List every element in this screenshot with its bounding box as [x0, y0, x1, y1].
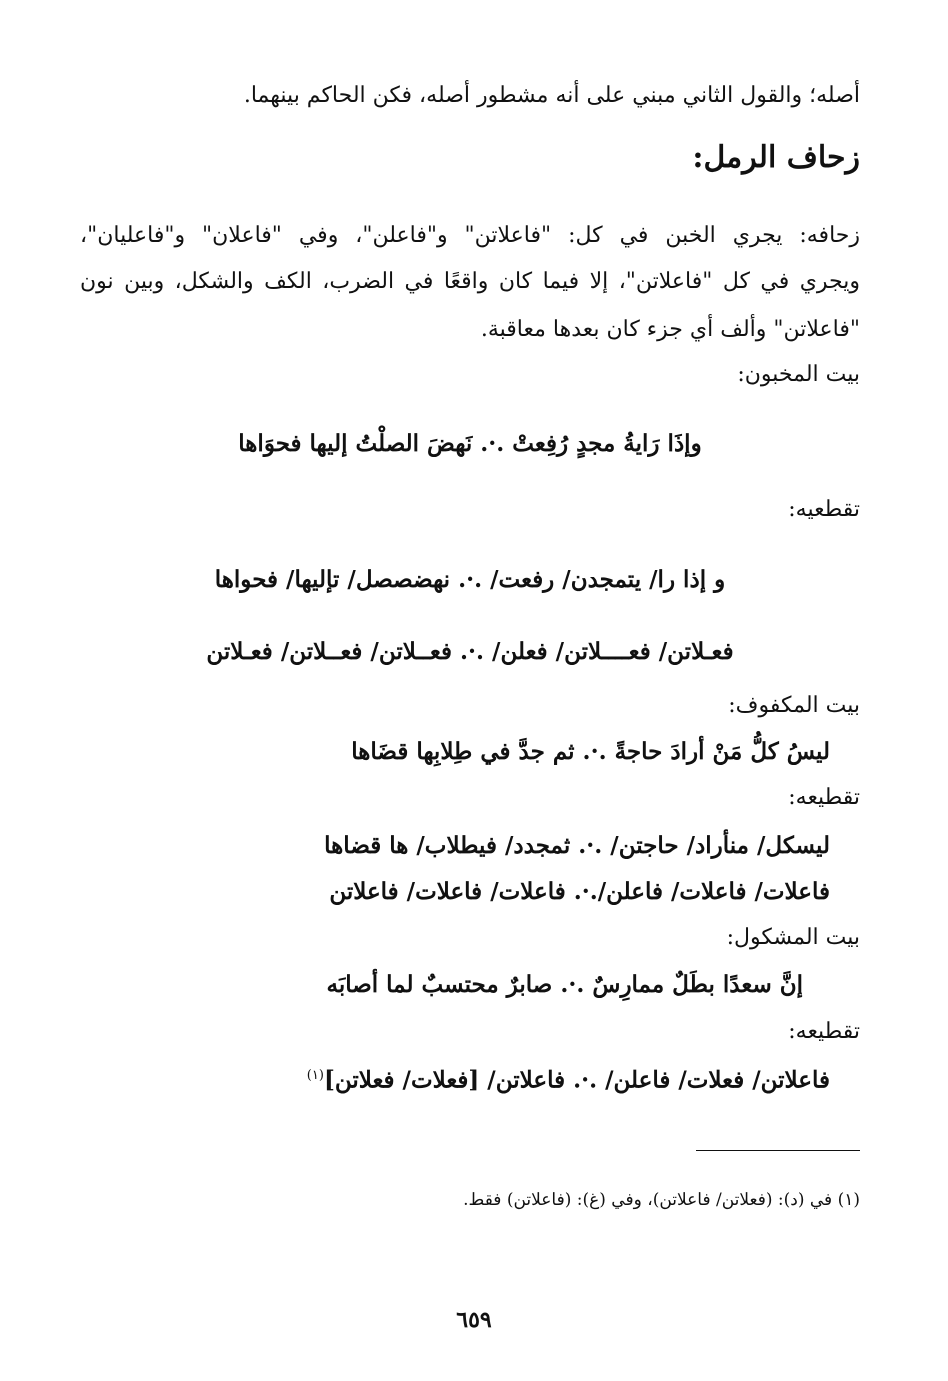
- footnote-text: (١) في (د): (فعلاتن/ فاعلاتن)، وفي (غ): (فاعلاتن) فقط.: [463, 1190, 860, 1210]
- makfoof-verse: ليسُ كلُّ مَنْ أرادَ حاجةً .·. ثم جدَّ في طِلابِها قضَاها: [351, 738, 830, 765]
- mashkool-taqti-line: [80, 1056, 830, 1101]
- makfoof-taqti-label: تقطيعه:: [788, 785, 860, 810]
- makhboon-label: بيت المخبون:: [737, 362, 860, 387]
- footnote-divider: [696, 1150, 860, 1151]
- mashkool-taqti-label: تقطيعه:: [788, 1019, 860, 1044]
- makhboon-taqti-label: تقطعيه:: [788, 497, 860, 522]
- paragraph-line-1: زحافه: يجري الخبن في كل: "فاعلاتن" و"فاعلن"، وفي "فاعلان" و"فاعليان"،: [80, 223, 860, 248]
- footnote-marker: (١): [306, 1068, 324, 1083]
- mashkool-verse: إنَّ سعدًا بطَلٌ ممارِسٌ .·. صابرٌ محتسبٌ لما أصابَه: [326, 971, 803, 998]
- makhboon-verse: وإذَا رَايةُ مجدٍ رُفِعتْ .·. نَهضَ الصلْتُ إليها فحوَاها: [238, 430, 702, 457]
- paragraph-line-3: "فاعلاتن" وألف أي جزء كان بعدها معاقبة.: [480, 317, 860, 342]
- page-number: ٦٥٩: [456, 1307, 492, 1333]
- mashkool-taqti-text: فاعلاتن/ فعلات/ فاعلن/ .·. فاعلاتن/ [فعلات/ فعلاتن]: [323, 1066, 830, 1094]
- makfoof-label: بيت المكفوف:: [728, 693, 860, 718]
- mashkool-label: بيت المشكول:: [726, 925, 860, 950]
- paragraph-line-2: ويجري في كل "فاعلاتن"، إلا فيما كان واقعًا في الضرب، الكف والشكل، وبين نون: [80, 269, 860, 294]
- makhboon-taqti-line-2: فعـلاتن/ فعــــلاتن/ فعلن/ .·. فعــلاتن/ فعــلاتن/ فعـلاتن: [206, 638, 734, 665]
- makhboon-taqti-line-1: و إذا را/ يتمجدن/ رفعت/ .·. نهضصصل/ تإليها/ فحواها: [214, 566, 726, 593]
- makfoof-taqti-line-2: فاعلات/ فاعلات/ فاعلن/.·. فاعلات/ فاعلات/ فاعلاتن: [329, 878, 830, 905]
- makfoof-taqti-line-1: ليسكل/ منأراد/ حاجتن/ .·. ثمجدد/ فيطلاب/ ها قضاها: [324, 832, 830, 859]
- section-heading: زحاف الرمل:: [692, 140, 860, 175]
- intro-line: أصله؛ والقول الثاني مبني على أنه مشطور أصله، فكن الحاكم بينهما.: [243, 83, 860, 108]
